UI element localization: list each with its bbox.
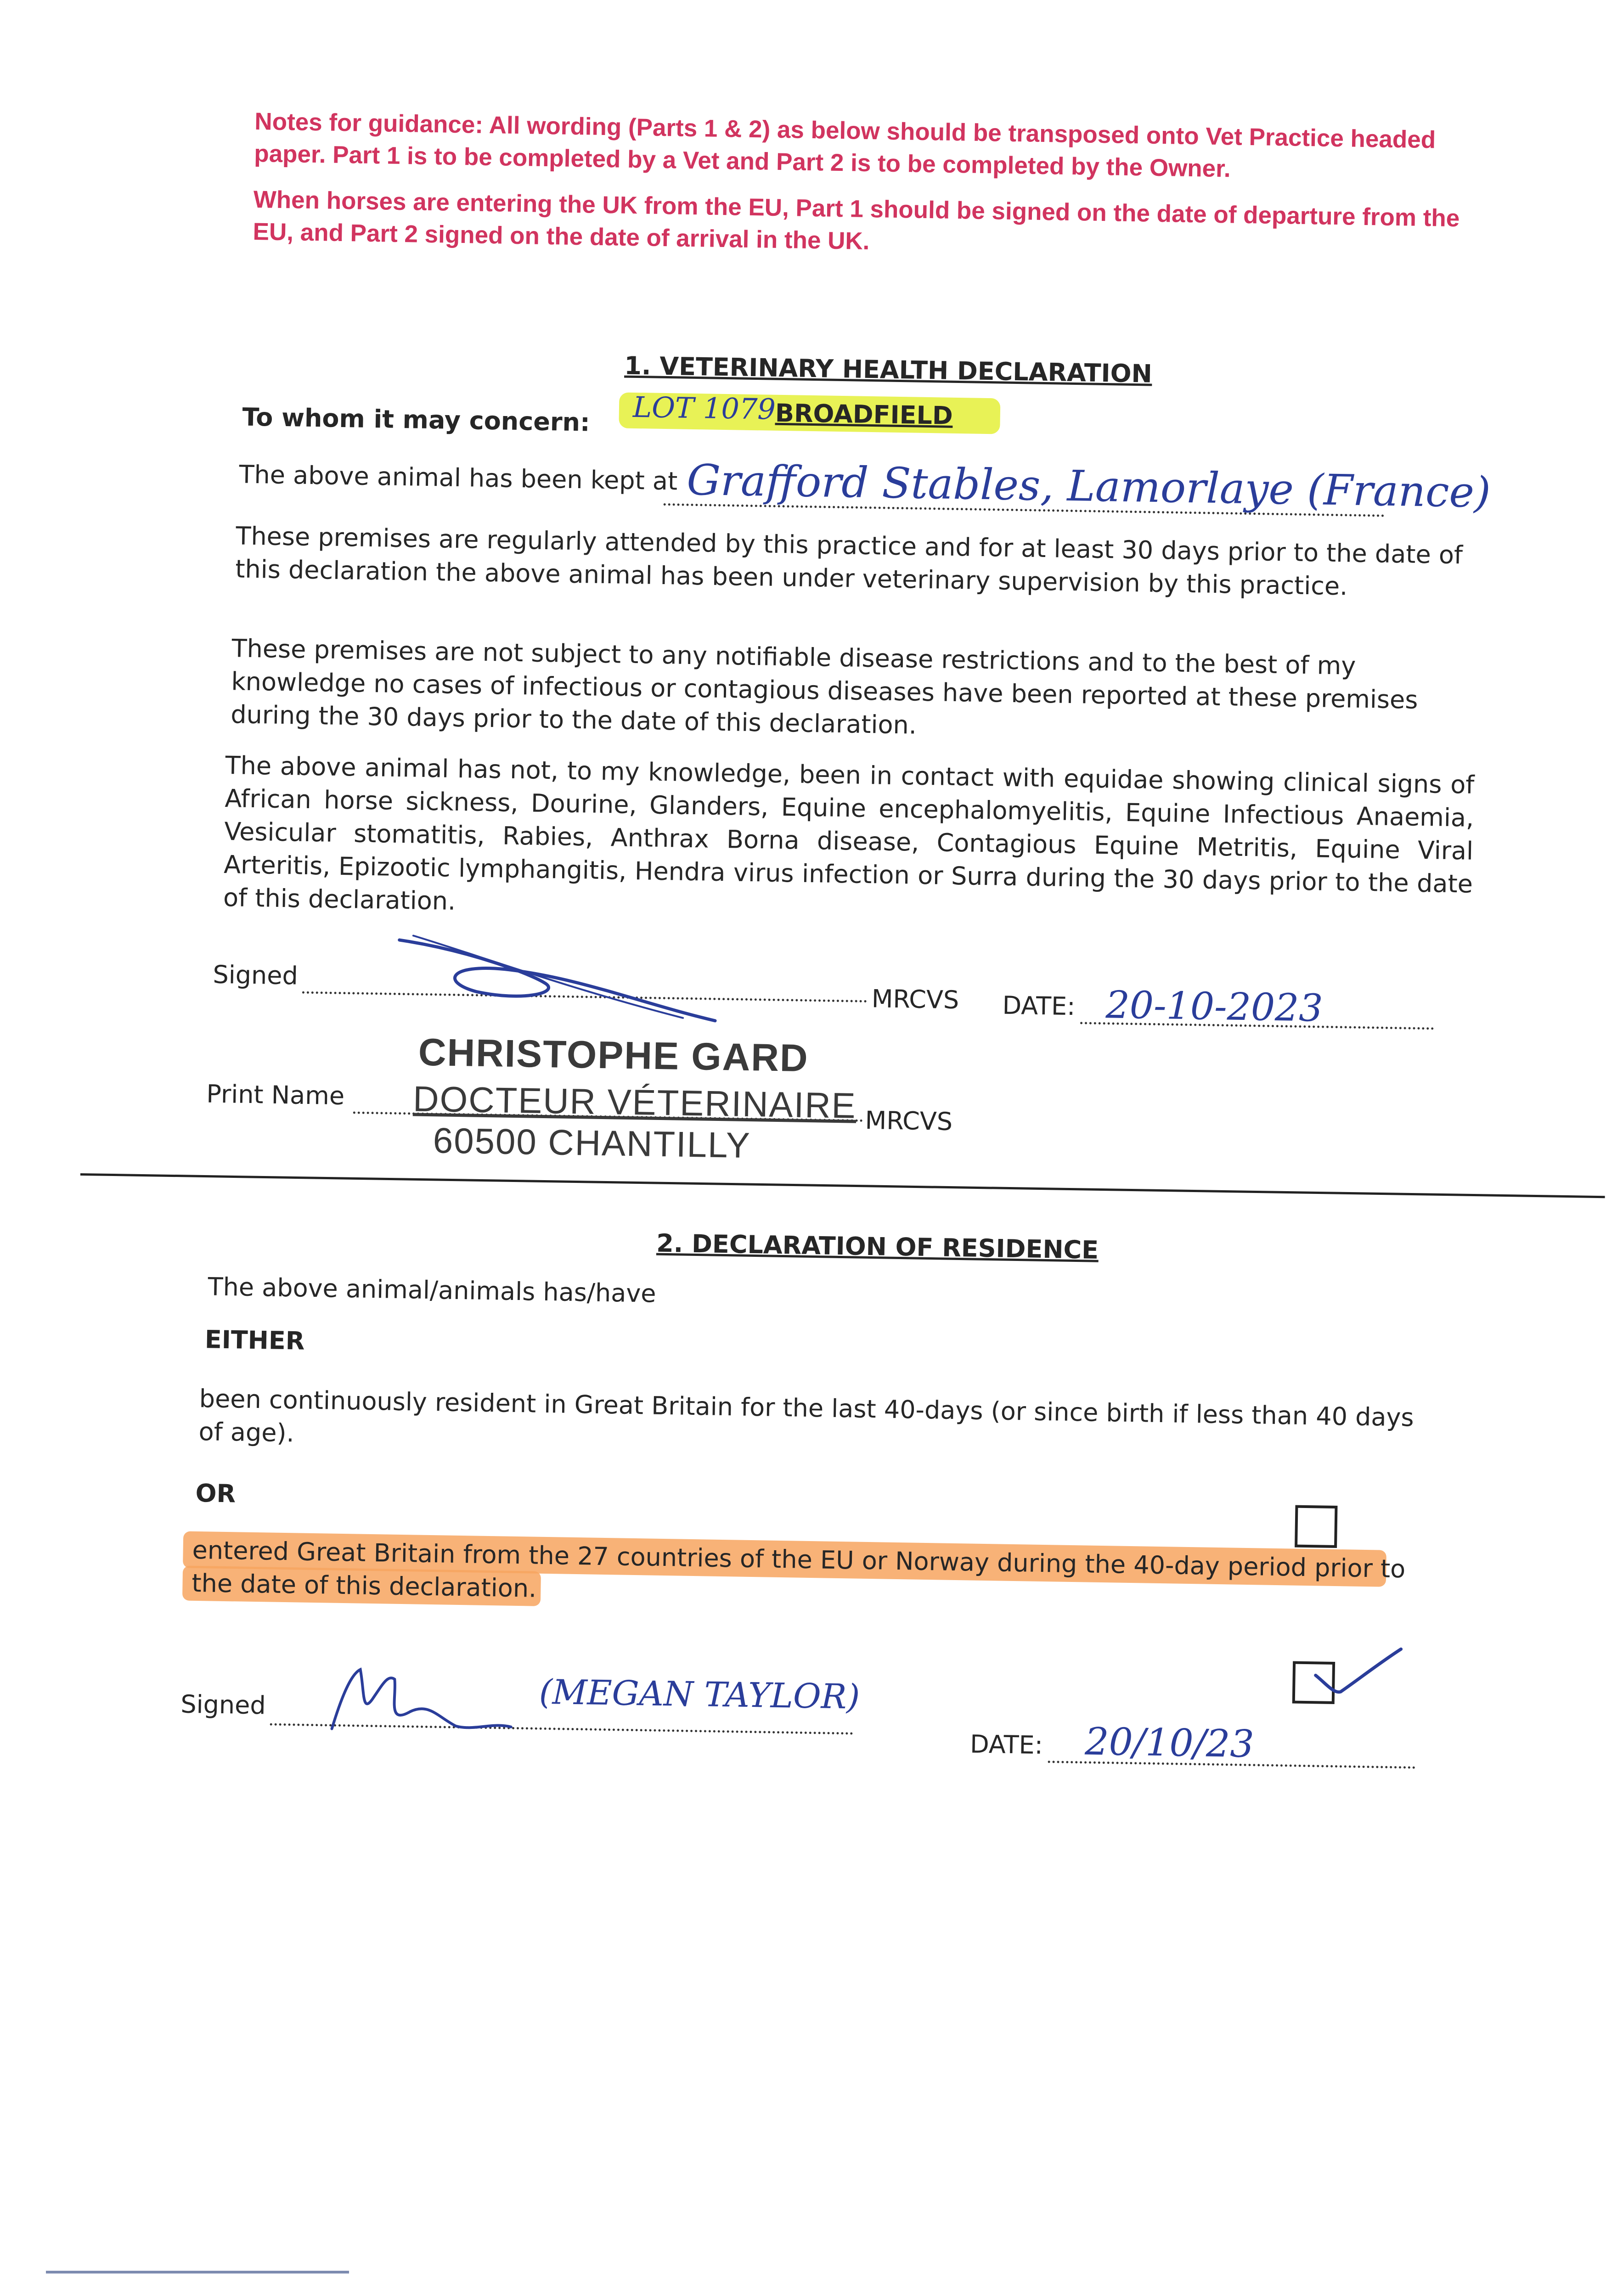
contact-paragraph: The above animal has not, to my knowledge, been in contact with equidae showing clinical signs of African horse sickness, Dourine, Glanders, Equine encephalomyelitis, Equine Infectious Anaemia, Vesicular stomatitis, Rabies, Anthrax Borna disease, Contagious Equine Metritis, Equine Viral Arteritis, Epizootic lymphangitis, Hendra virus infection or Surra during the 30 days prior to the date of this declaration. [223, 751, 1475, 916]
print-name-mrcvs-label: MRCVS [865, 1106, 953, 1136]
owner-name-handwritten: (MEGAN TAYLOR) [539, 1672, 860, 1717]
part2-date-handwritten: 20/10/23 [1084, 1720, 1255, 1767]
guidance-paragraph-2: When horses are entering the UK from the EU, Part 1 should be signed on the date of departure from the EU, and Part 2 signed on the date of arrival in the UK. [253, 186, 1460, 255]
either-label: EITHER [204, 1325, 305, 1356]
print-name-label: Print Name [206, 1079, 345, 1111]
option2-text: entered Great Britain from the 27 countries of the EU or Norway during the 40-day period prior to the date of this declaration. [192, 1535, 1406, 1603]
part1-heading: 1. VETERINARY HEALTH DECLARATION [624, 351, 1153, 388]
lot-number-handwritten: LOT 1079 [632, 390, 776, 426]
vet-stamp-name: CHRISTOPHE GARD [418, 1030, 809, 1080]
option2-check-mark [1306, 1643, 1408, 1704]
vet-stamp-address: 60500 CHANTILLY [433, 1120, 751, 1166]
supervision-paragraph: These premises are regularly attended by this practice and for at least 30 days prior to the date of this declaration the above animal has been under veterinary supervision by this practice. [235, 521, 1463, 601]
part2-signed-label: Signed [180, 1689, 266, 1720]
part1-signed-label: Signed [213, 960, 299, 990]
part2-intro: The above animal/animals has/have [208, 1272, 657, 1308]
part1-date-handwritten: 20-10-2023 [1105, 983, 1324, 1030]
part1-date-label: DATE: [1002, 990, 1076, 1021]
part2-date-label: DATE: [969, 1729, 1043, 1760]
to-whom-label: To whom it may concern: [242, 402, 591, 437]
disease-paragraph: These premises are not subject to any notifiable disease restrictions and to the best of my knowledge no cases of infectious or contagious diseases have been reported at these premises during the 30 days prior to the date of this declaration. [230, 634, 1418, 740]
scan-edge-line [46, 2271, 349, 2273]
horse-name: BROADFIELD [775, 398, 953, 430]
vet-stamp-title: DOCTEUR VÉTERINAIRE [412, 1078, 857, 1126]
option1-checkbox[interactable] [1295, 1505, 1337, 1548]
guidance-paragraph-1: Notes for guidance: All wording (Parts 1 & 2) as below should be transposed onto Vet Practice headed paper. Part 1 is to be completed by a Vet and Part 2 is to be completed by the Owner. [254, 107, 1436, 183]
kept-at-handwritten: Grafford Stables, Lamorlaye (France) [686, 455, 1491, 518]
kept-at-label: The above animal has been kept at [239, 460, 678, 496]
option1-text: been continuously resident in Great Britain for the last 40-days (or since birth if less than 40 days of age). [198, 1384, 1414, 1448]
owner-signature [318, 1655, 558, 1750]
or-label: OR [195, 1478, 236, 1508]
part2-heading: 2. DECLARATION OF RESIDENCE [656, 1228, 1099, 1265]
part1-mrcvs-label: MRCVS [871, 984, 959, 1015]
